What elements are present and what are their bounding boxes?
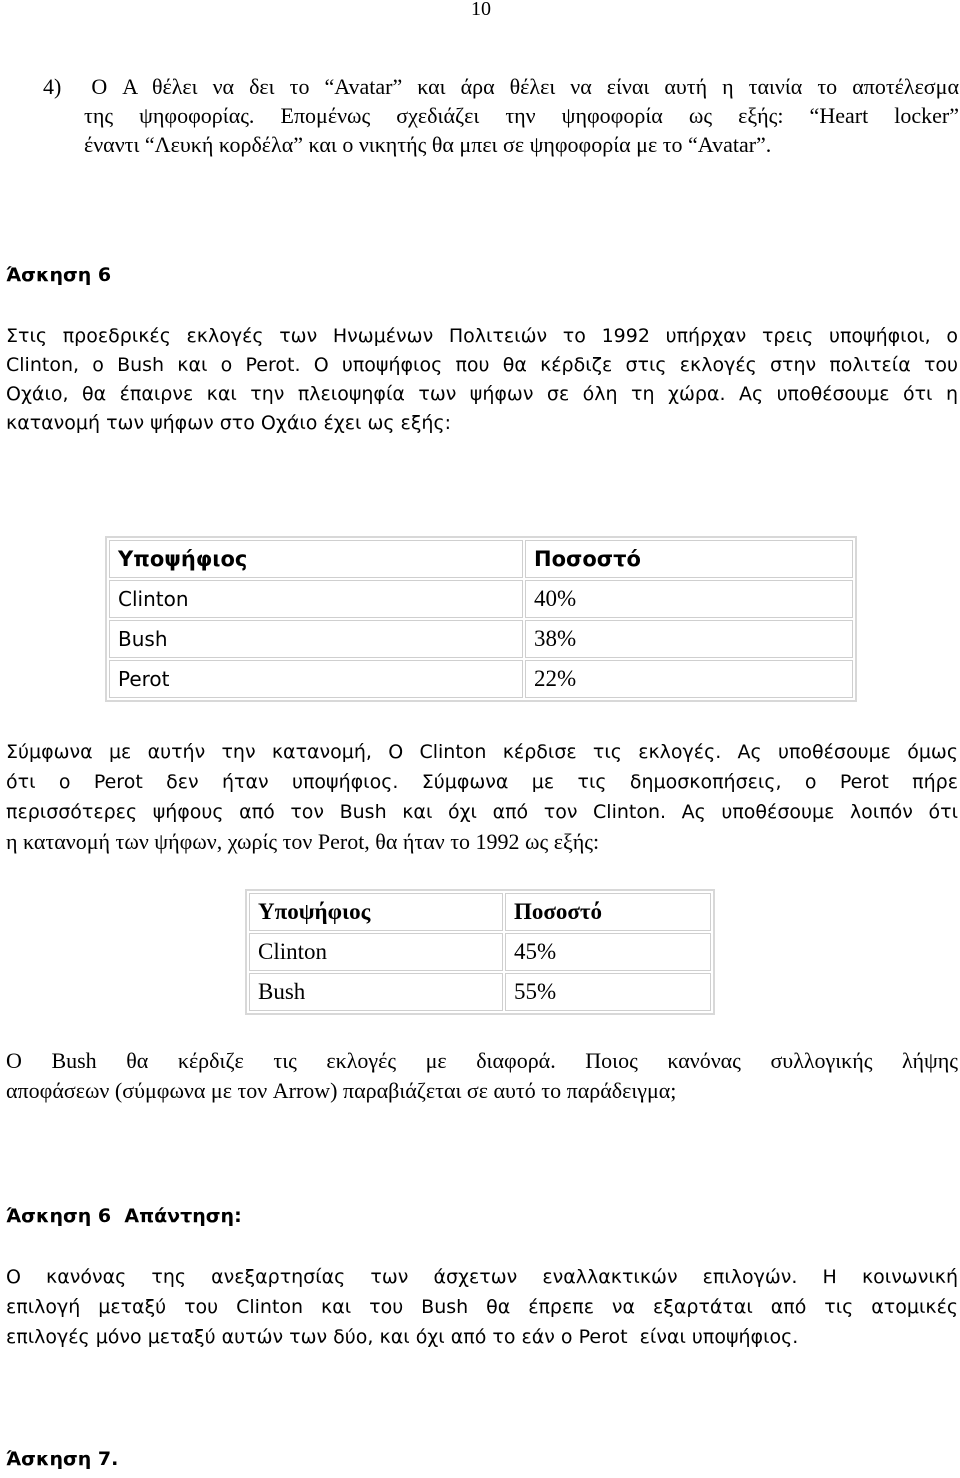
candidate-percentage: 55% <box>505 973 711 1011</box>
text-line: αποφάσεων (σύμφωνα με τον Arrow) παραβιάζεται σε αυτό το παράδειγμα; <box>6 1078 677 1103</box>
text-line: Στις προεδρικές εκλογές των Ηνωμένων Πολιτειών το 1992 υπήρχαν τρεις υποψήφιοι, ο <box>6 325 958 347</box>
exercise-6-answer <box>6 1262 958 1352</box>
text-line: Clinton, ο Bush και ο Perot. Ο υποψήφιος που θα κέρδιζε στις εκλογές στην πολιτεία του <box>6 354 958 376</box>
ohio-vote-table <box>105 536 857 702</box>
candidate-name: Clinton <box>249 933 503 971</box>
candidate-name: Bush <box>249 973 503 1011</box>
candidate-percentage: 40% <box>525 580 853 618</box>
header-candidate: Υποψήφιος <box>109 540 523 578</box>
table-header-row <box>109 540 853 578</box>
exercise-6-title: Άσκηση 6 <box>6 264 112 286</box>
exercise-6-question <box>6 1046 958 1106</box>
text-line: Οχάιο, θα έπαιρνε και την πλειοψηφία των ψήφων σε όλη τη χώρα. Ας υποθέσουμε ότι η <box>6 383 958 405</box>
table-row <box>109 620 853 658</box>
text-line: επιλογή μεταξύ του Clinton και του Bush θα έπρεπε να εξαρτάται από τις ατομικές <box>6 1296 958 1318</box>
table-row <box>249 933 711 971</box>
vote-table-without-perot <box>245 889 715 1015</box>
text-line: επιλογές μόνο μεταξύ αυτών των δύο, και όχι από το εάν ο Perot είναι υποψήφιος. <box>6 1326 799 1348</box>
candidate-name: Clinton <box>109 580 523 618</box>
table-row <box>109 580 853 618</box>
candidate-percentage: 38% <box>525 620 853 658</box>
table-row <box>109 660 853 698</box>
header-percentage: Ποσοστό <box>525 540 853 578</box>
header-percentage: Ποσοστό <box>505 893 711 931</box>
candidate-percentage: 45% <box>505 933 711 971</box>
item-4-paragraph <box>43 72 959 159</box>
text-line: έναντι “Λευκή κορδέλα” και ο νικητής θα μπει σε ψηφοφορία με το “Avatar”. <box>84 132 772 157</box>
exercise-7-title: Άσκηση 7. <box>6 1448 119 1470</box>
candidate-name: Bush <box>109 620 523 658</box>
text-line: κατανομή των ψήφων στο Οχάιο έχει ως εξής: <box>6 412 452 434</box>
exercise-6-answer-title: Άσκηση 6 Απάντηση: <box>6 1205 242 1227</box>
text-line: περισσότερες ψήφους από τον Bush και όχι από τον Clinton. Ας υποθέσουμε λοιπόν ότι <box>6 801 958 823</box>
candidate-percentage: 22% <box>525 660 853 698</box>
exercise-6-middle-paragraph <box>6 737 958 857</box>
text-line: της ψηφοφορίας. Επομένως σχεδιάζει την ψηφοφορία ως εξής: “Heart locker” <box>84 103 959 128</box>
text-line: 4) O A θέλει να δει το “Avatar” και άρα θέλει να είναι αυτή η ταινία το αποτέλεσμα <box>43 74 959 99</box>
table-row <box>249 973 711 1011</box>
exercise-6-intro <box>6 322 958 438</box>
text-line: Ο κανόνας της ανεξαρτησίας των άσχετων εναλλακτικών επιλογών. Η κοινωνική <box>6 1266 958 1288</box>
text-line: ότι ο Perot δεν ήταν υποψήφιος. Σύμφωνα με τις δημοσκοπήσεις, ο Perot πήρε <box>6 771 958 793</box>
candidate-name: Perot <box>109 660 523 698</box>
text-line: Σύμφωνα με αυτήν την κατανομή, Ο Clinton κέρδισε τις εκλογές. Ας υποθέσουμε όμως <box>6 741 958 763</box>
page-number: 10 <box>471 0 491 20</box>
text-line: Ο Bush θα κέρδιζε τις εκλογές με διαφορά. Ποιος κανόνας συλλογικής λήψης <box>6 1048 958 1073</box>
table-header-row <box>249 893 711 931</box>
text-line: η κατανομή των ψήφων, χωρίς τον Perot, θα ήταν το 1992 ως εξής: <box>6 829 600 854</box>
header-candidate: Υποψήφιος <box>249 893 503 931</box>
